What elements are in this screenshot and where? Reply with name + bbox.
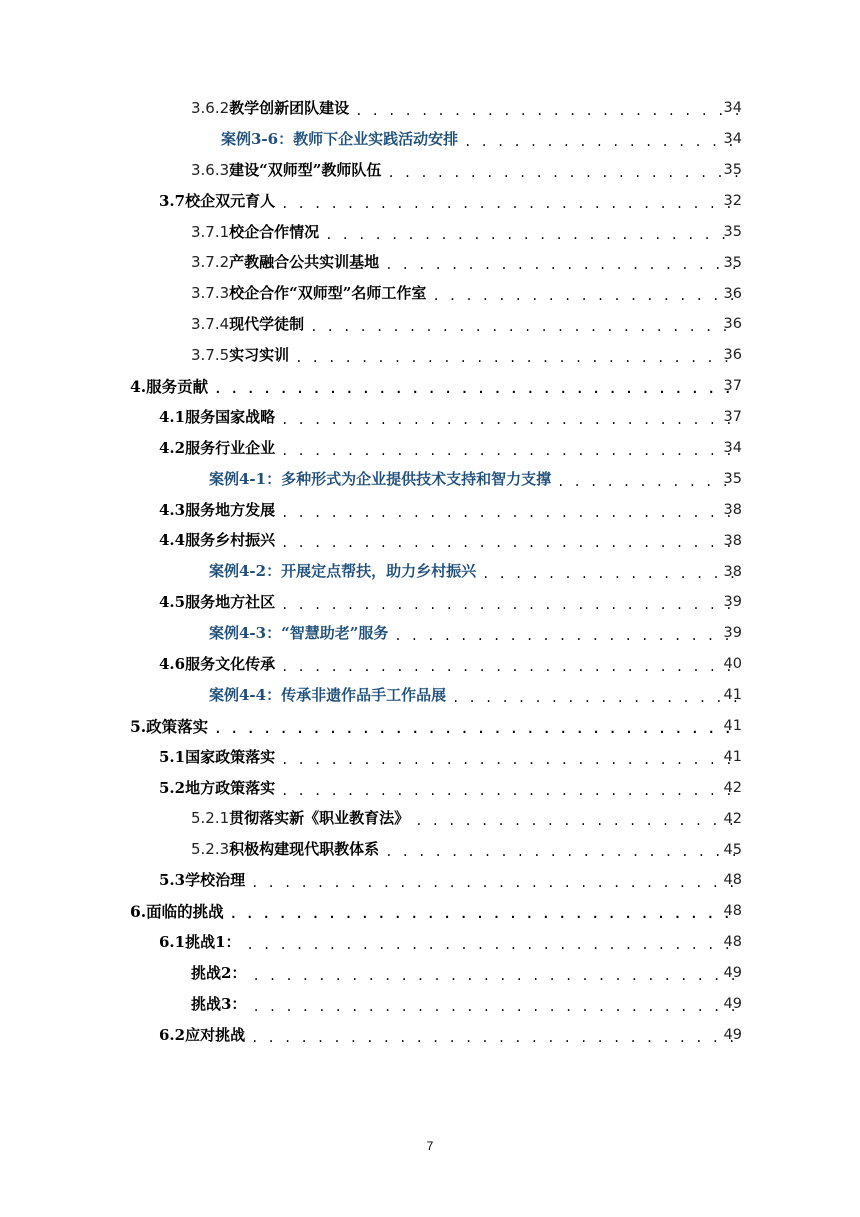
toc-entry[interactable] [0, 989, 860, 1020]
toc-entry[interactable] [0, 155, 860, 186]
toc-entry-title: 挑战2： [191, 963, 247, 982]
toc-case-entry[interactable] [0, 124, 860, 155]
toc-entry-title: 产教融合公共实训基地 [229, 253, 380, 272]
toc-entry-page: 37 [723, 378, 742, 395]
dot-leader [252, 968, 739, 983]
toc-entry[interactable] [0, 371, 860, 402]
toc-entry-page: 42 [723, 779, 742, 796]
toc-entry[interactable] [0, 1020, 860, 1051]
dot-leader [214, 381, 739, 396]
toc-entry-number: 3.7.3 [191, 284, 230, 303]
toc-entry-title: 建设“双师型”教师队伍 [229, 160, 382, 179]
toc-entry[interactable] [0, 278, 860, 309]
dot-leader [394, 628, 739, 643]
toc-entry-title: 案例4-4：传承非遗作品手工作品展 [209, 685, 447, 704]
toc-entry-page: 36 [723, 316, 742, 333]
toc-entry-page: 34 [723, 439, 742, 456]
toc-entry-page: 40 [723, 656, 742, 673]
toc-entry-title: 案例4-3：“智慧助老”服务 [209, 624, 389, 643]
toc-entry-page: 45 [723, 841, 742, 858]
toc-entry[interactable] [0, 958, 860, 989]
toc-entry[interactable] [0, 340, 860, 371]
table-of-contents [0, 93, 860, 1051]
toc-entry-title: 案例4-2：开展定点帮扶，助力乡村振兴 [209, 562, 477, 581]
toc-entry[interactable] [0, 309, 860, 340]
toc-entry-number: 3.7.1 [191, 222, 230, 241]
dot-leader [230, 906, 739, 921]
toc-entry-title: 4.4服务乡村振兴 [159, 531, 276, 550]
dot-leader [325, 227, 739, 242]
toc-entry[interactable] [0, 927, 860, 958]
toc-entry-number: 3.7.2 [191, 253, 230, 272]
toc-entry-page: 48 [723, 903, 742, 920]
toc-case-entry[interactable] [0, 556, 860, 587]
dot-leader [281, 659, 739, 674]
toc-entry-title: 案例4-1：多种形式为企业提供技术支持和智力支撑 [209, 469, 552, 488]
toc-entry-title: 案例3-6：教师下企业实践活动安排 [221, 129, 459, 148]
toc-entry-title: 校企合作情况 [229, 222, 320, 241]
dot-leader [214, 721, 739, 736]
toc-entry-title: 3.7校企双元育人 [159, 191, 276, 210]
toc-entry-page: 39 [723, 594, 742, 611]
dot-leader [281, 505, 739, 520]
toc-entry[interactable] [0, 742, 860, 773]
toc-entry[interactable] [0, 93, 860, 124]
toc-entry-title: 校企合作“双师型”名师工作室 [229, 284, 427, 303]
dot-leader [281, 597, 739, 612]
toc-entry-page: 49 [723, 965, 742, 982]
toc-entry-page: 36 [723, 347, 742, 364]
dot-leader [415, 813, 739, 828]
toc-entry[interactable] [0, 803, 860, 834]
toc-entry[interactable] [0, 433, 860, 464]
dot-leader [251, 875, 739, 890]
toc-entry-title: 积极构建现代职教体系 [229, 840, 380, 859]
toc-entry[interactable] [0, 834, 860, 865]
dot-leader [355, 103, 739, 118]
toc-entry-page: 35 [723, 161, 742, 178]
toc-entry-page: 38 [723, 563, 742, 580]
toc-entry[interactable] [0, 495, 860, 526]
toc-entry-page: 49 [723, 996, 742, 1013]
dot-leader [281, 443, 739, 458]
toc-entry-title: 现代学徒制 [229, 315, 305, 334]
toc-entry-page: 38 [723, 501, 742, 518]
dot-leader [281, 412, 739, 427]
toc-entry-number: 3.6.2 [191, 98, 230, 117]
toc-entry-title: 4.服务贡献 [130, 376, 209, 396]
toc-entry-title: 5.1国家政策落实 [159, 747, 276, 766]
dot-leader [385, 257, 739, 272]
dot-leader [385, 844, 739, 859]
toc-entry-title: 5.3学校治理 [159, 871, 246, 890]
toc-case-entry[interactable] [0, 618, 860, 649]
toc-entry-number: 3.7.4 [191, 315, 230, 334]
toc-entry-title: 5.2地方政策落实 [159, 778, 276, 797]
toc-entry-page: 32 [723, 192, 742, 209]
toc-entry[interactable] [0, 773, 860, 804]
toc-entry-page: 35 [723, 254, 742, 271]
toc-entry[interactable] [0, 711, 860, 742]
dot-leader [452, 690, 739, 705]
toc-entry-title: 6.2应对挑战 [159, 1025, 246, 1044]
toc-entry-page: 41 [723, 687, 742, 704]
dot-leader [247, 937, 739, 952]
page-number: 7 [426, 1139, 434, 1153]
toc-entry-page: 42 [723, 810, 742, 827]
dot-leader [295, 350, 739, 365]
toc-entry-title: 4.1服务国家战略 [159, 407, 276, 426]
dot-leader [432, 288, 739, 303]
toc-entry-page: 35 [723, 470, 742, 487]
dot-leader [387, 165, 739, 180]
toc-entry-page: 48 [723, 934, 742, 951]
toc-entry[interactable] [0, 186, 860, 217]
toc-entry-title: 5.政策落实 [130, 716, 209, 736]
toc-entry-page: 38 [723, 532, 742, 549]
toc-entry-title: 挑战3： [191, 994, 247, 1013]
toc-case-entry[interactable] [0, 680, 860, 711]
toc-entry-page: 41 [723, 748, 742, 765]
toc-case-entry[interactable] [0, 464, 860, 495]
dot-leader [251, 1030, 739, 1045]
toc-entry-page: 49 [723, 1026, 742, 1043]
toc-entry[interactable] [0, 525, 860, 556]
toc-entry-page: 39 [723, 625, 742, 642]
toc-entry-page: 37 [723, 409, 742, 426]
dot-leader [281, 535, 739, 550]
dot-leader [281, 752, 739, 767]
toc-entry[interactable] [0, 649, 860, 680]
toc-entry[interactable] [0, 247, 860, 278]
toc-entry-page: 35 [723, 223, 742, 240]
dot-leader [557, 474, 739, 489]
toc-entry-title: 实习实训 [229, 346, 290, 365]
toc-entry-title: 6.面临的挑战 [130, 901, 224, 921]
dot-leader [464, 134, 739, 149]
toc-entry-number: 5.2.1 [191, 809, 230, 828]
dot-leader [281, 196, 739, 211]
toc-entry[interactable] [0, 402, 860, 433]
toc-entry-page: 34 [723, 100, 742, 117]
toc-entry-title: 6.1挑战1： [159, 932, 241, 951]
dot-leader [482, 566, 739, 581]
toc-entry[interactable] [0, 217, 860, 248]
toc-entry-page: 41 [723, 718, 742, 734]
toc-entry-number: 3.6.3 [191, 160, 230, 179]
toc-entry-page: 48 [723, 872, 742, 889]
toc-entry[interactable] [0, 896, 860, 927]
toc-entry-number: 3.7.5 [191, 346, 230, 365]
toc-entry-title: 4.5服务地方社区 [159, 593, 276, 612]
toc-entry-number: 5.2.3 [191, 840, 230, 859]
dot-leader [281, 783, 739, 798]
dot-leader [310, 319, 739, 334]
toc-entry-title: 贯彻落实新《职业教育法》 [229, 809, 410, 828]
toc-entry[interactable] [0, 865, 860, 896]
toc-entry-title: 4.2服务行业企业 [159, 438, 276, 457]
toc-entry-title: 4.6服务文化传承 [159, 654, 276, 673]
toc-entry-title: 教学创新团队建设 [229, 98, 350, 117]
toc-entry-title: 4.3服务地方发展 [159, 500, 276, 519]
toc-entry[interactable] [0, 587, 860, 618]
dot-leader [252, 999, 739, 1014]
toc-entry-page: 36 [723, 285, 742, 302]
toc-entry-page: 34 [723, 131, 742, 148]
